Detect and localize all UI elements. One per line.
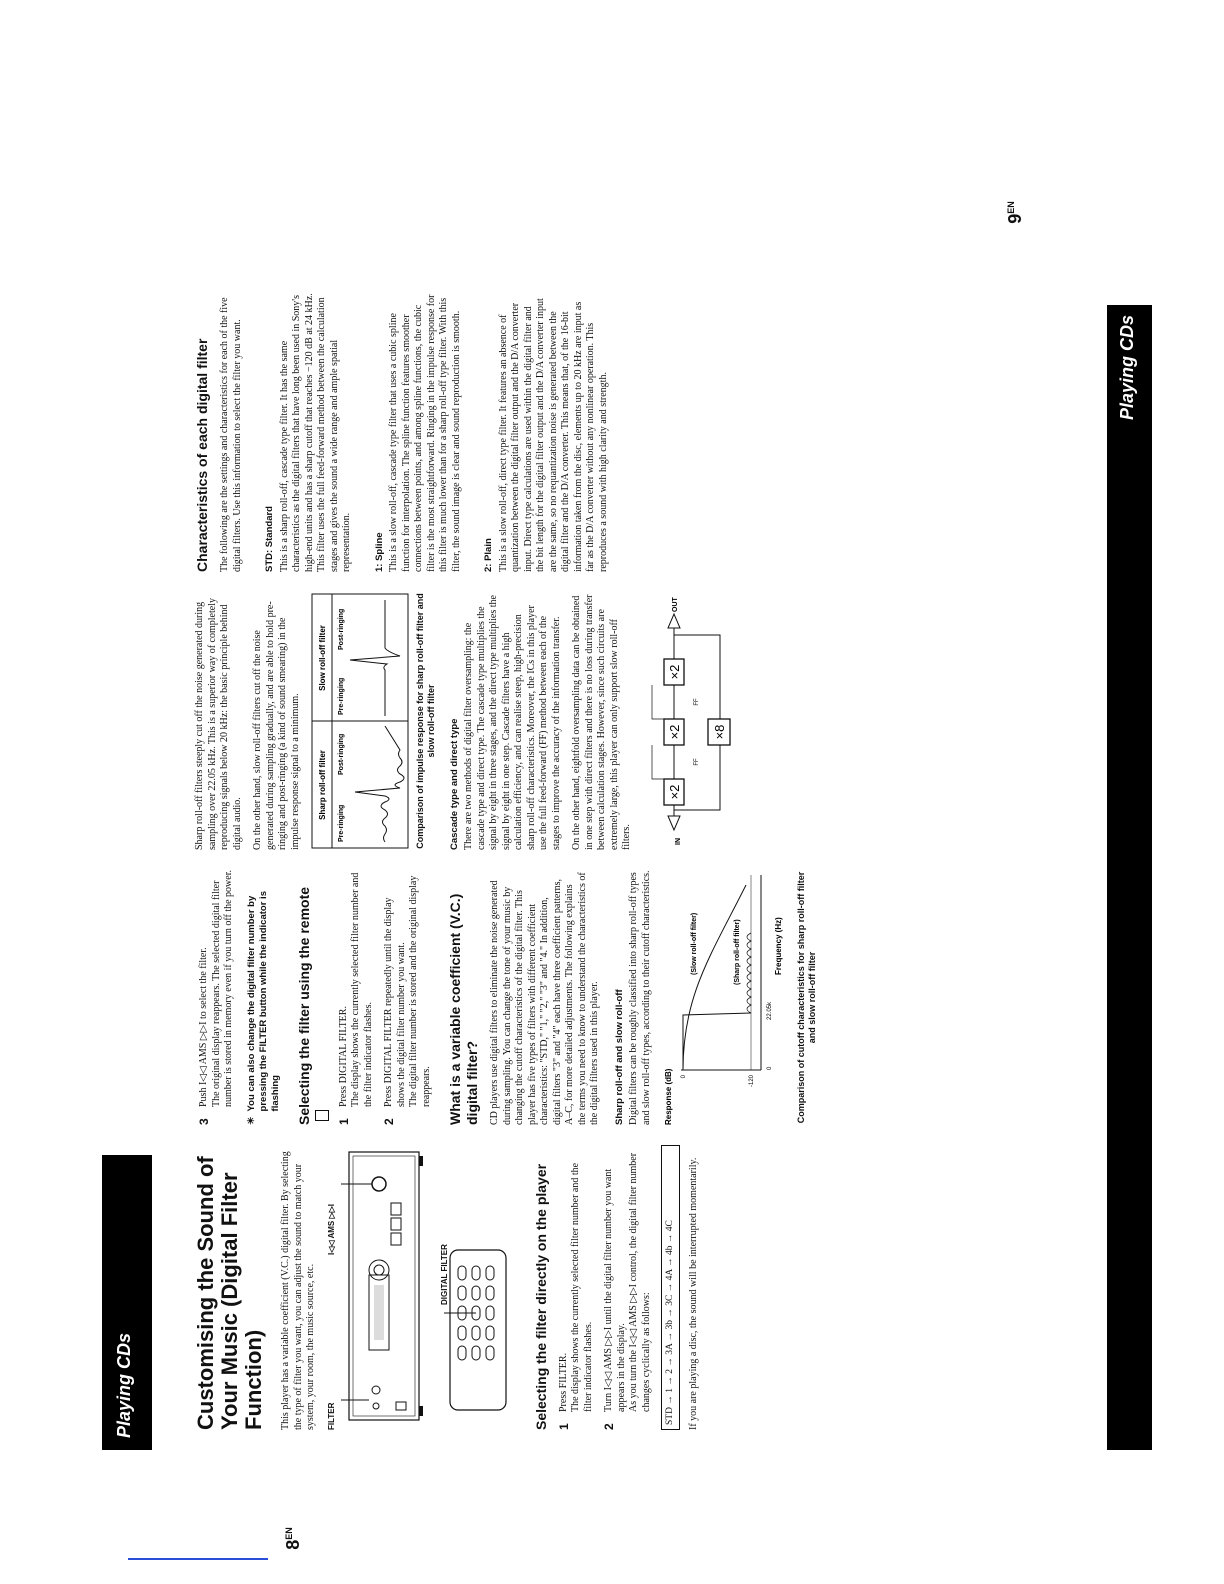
impulse-caption: Comparison of impulse response for sharp roll-off filter and slow roll-off filter bbox=[414, 593, 436, 849]
diagram-ff-b: FF bbox=[693, 698, 700, 706]
left-column bbox=[194, 1145, 708, 1430]
step-content bbox=[558, 1145, 596, 1412]
sharp-slow-subtitle: Sharp roll-off and slow roll-off bbox=[613, 989, 625, 1125]
player-step-1 bbox=[558, 1145, 596, 1430]
step-body: The display shows the currently selected filter number and the filter indicator flashes. bbox=[350, 872, 374, 1107]
diagram-x2-b: ×2 bbox=[666, 724, 682, 740]
diagram-x2-c: ×2 bbox=[666, 664, 682, 680]
right-column bbox=[194, 592, 741, 850]
direct-paragraph: On the other hand, eightfold oversampling data can be obtained in one step with direct filters and there is no loss during transfer between calculation stages. However, since such circuits are extremely large, this player can only support slow roll-off filters. bbox=[571, 594, 632, 850]
tip-box bbox=[246, 870, 282, 1125]
characteristics-intro: The following are the settings and characteristics for each of the five digital filters. Use this information to select the filter you want. bbox=[219, 297, 243, 572]
slow-pre-label: Pre-ringing bbox=[338, 677, 345, 715]
characteristics-title: Characteristics of each digital filter bbox=[194, 338, 210, 572]
diagram-x8: ×8 bbox=[711, 724, 727, 740]
graph-y120: -120 bbox=[749, 1075, 755, 1088]
slow-description: On the other hand, slow roll-off filters cut off the noise generated during sampling gradually, and are able to hold pre-ringing and post-ringing (a kind of sound smearing) in the impulse response signal to a minimum. bbox=[252, 601, 301, 850]
spline-paragraph: This is a slow roll-off, cascade type filter that uses a cubic spline function for interpolation. The spline function features smoother connections between points, and among spline functions, the cubic filter is the most straightforward. Ringing in the impulse response for this filter is much lower than for a sharp roll-off type filter. With this filter, the sound image is clear and sound reproduction is smooth. bbox=[388, 294, 462, 572]
impulse-slow-title: Slow roll-off filter bbox=[318, 625, 327, 691]
far-right-column bbox=[194, 292, 618, 572]
step-number: 3 bbox=[197, 1118, 211, 1125]
step-number: 1 bbox=[336, 1118, 351, 1125]
cascade-direct-subtitle: Cascade type and direct type bbox=[448, 718, 460, 850]
step-content bbox=[603, 1145, 653, 1412]
page-title: Customising the Sound of Your Music (Digital Filter Function) bbox=[193, 1156, 266, 1430]
step-title: Press DIGITAL FILTER. bbox=[337, 1006, 349, 1107]
cutoff-graph-caption: Comparison of cutoff characteristics for sharp roll-off filter and slow roll-off filter bbox=[795, 871, 817, 1124]
section-title-remote-text: Selecting the filter using the remote bbox=[295, 886, 312, 1125]
rotated-spread bbox=[102, 220, 1152, 1450]
remote-step-2 bbox=[383, 870, 433, 1125]
graph-x-label: Frequency (Hz) bbox=[774, 917, 783, 975]
step-body: The digital filter number is stored and the original display reappears. bbox=[408, 875, 432, 1107]
step-content bbox=[198, 870, 236, 1107]
page-number-right: $9^{EN}$ bbox=[1004, 201, 1025, 224]
section-title-remote bbox=[296, 870, 330, 1125]
vc-paragraph: CD players use digital filters to eliminate the noise generated during sampling. You can change the tone of your music by changing the cutoff characteristics of the digital filter. This player has five types of filters with different coefficient characteristics: "STD," "1," "2," "3" and "4." In addition, digital filters "3" and "4" each have three coefficient patterns, A–C, for more detailed adjustments. The following explains the terms you need to know to understand the characteristics of the digital filters used in this player. bbox=[489, 872, 600, 1125]
header-bar-right bbox=[1107, 305, 1152, 1450]
intro-paragraph: This player has a variable coefficient (V.C.) digital filter. By selecting the type of filter you want, you can adjust the sound to match your system, your room, the music source, etc. bbox=[280, 1151, 316, 1430]
step-content bbox=[383, 870, 433, 1107]
player-figure bbox=[326, 1145, 431, 1430]
step-content bbox=[338, 870, 376, 1107]
spline-subtitle: 1: Spline bbox=[373, 532, 385, 572]
digital-filter-callout: DIGITAL FILTER bbox=[439, 1244, 449, 1305]
header-title-left: Playing CDs bbox=[114, 1332, 134, 1438]
tip-text: You can also change the digital filter number by pressing the FILTER button while the indicator is flashing bbox=[245, 891, 281, 1112]
player-step-2 bbox=[603, 1145, 653, 1430]
bottom-link-rule bbox=[128, 1558, 268, 1560]
player-step-3 bbox=[198, 870, 236, 1125]
page-number-left: $8^{EN}$ bbox=[282, 1527, 303, 1550]
sharp-post-label: Post-ringing bbox=[338, 733, 345, 775]
diagram-in-label: IN bbox=[674, 838, 682, 845]
header-title-right: Playing CDs bbox=[1117, 314, 1137, 420]
cascade-direct-diagram bbox=[642, 592, 737, 850]
plain-subtitle: 2: Plain bbox=[483, 538, 494, 572]
impulse-sharp-title: Sharp roll-off filter bbox=[318, 750, 327, 820]
ams-callout: I◁◁ AMS ▷▷I bbox=[326, 1204, 336, 1255]
remote-figure bbox=[439, 1145, 519, 1430]
step-body: As you turn the I◁◁ AMS ▷▷I control, the digital filter number changes cyclically as follows: bbox=[628, 1152, 652, 1412]
vc-section-title: What is a variable coefficient (V.C.) digital filter? bbox=[447, 893, 480, 1125]
cascade-paragraph: There are two methods of digital filter oversampling: the cascade type and direct type. The cascade type multiplies the signal by eight in three stages, and the direct type multiplies the signal by eight in one step. Cascade filters have a high calculation efficiency, and can realise steep, high-precision sharp roll-off characteristics. Moreover, the ICs in this player use the full feed-forward (FF) method between each of the stages to improve the accuracy of the information transfer. bbox=[463, 595, 562, 850]
slow-post-label: Post-ringing bbox=[338, 608, 345, 650]
std-subtitle: STD: Standard bbox=[264, 506, 275, 572]
diagram-out-label: OUT bbox=[671, 597, 679, 612]
step-number: 2 bbox=[382, 1118, 396, 1125]
step-body: The display shows the currently selected filter number and the filter indicator flashes. bbox=[570, 1162, 594, 1412]
graph-sharp-label: (Sharp roll-off filter) bbox=[734, 919, 741, 985]
step-body: The original display reappears. The selected digital filter number is stored in memory even if you turn off the power. bbox=[210, 870, 234, 1107]
graph-y0: 0 bbox=[681, 1075, 687, 1079]
filter-cycle-box: STD → 1 → 2 → 3A → 3b → 3C → 4A → 4b → 4C bbox=[661, 1145, 680, 1430]
section-title-player: Selecting the filter directly on the player bbox=[532, 1163, 549, 1430]
filter-callout: FILTER bbox=[326, 1402, 336, 1430]
step-title: Press DIGITAL FILTER repeatedly until the display shows the digital filter number you want. bbox=[383, 897, 407, 1107]
cutoff-graph bbox=[661, 870, 791, 1125]
graph-slow-label: (Slow roll-off filter) bbox=[691, 912, 698, 975]
step-title: Press FILTER. bbox=[557, 1352, 569, 1412]
remote-illustration bbox=[444, 1220, 514, 1430]
lightbulb-icon: ☀ bbox=[245, 1116, 257, 1125]
remote-icon bbox=[315, 1110, 329, 1121]
diagram-x2-a: ×2 bbox=[666, 784, 682, 800]
std-paragraph: This is a sharp roll-off, cascade type filter. It has the same characteristics as the digital filters that have long been used in Sony's high-end units and has a sharp cutoff that reaches −120 dB at 24 kHz. This filter uses the full feed-forward method between the calculation stages and gives the sound a wide range and ample spatial representation. bbox=[278, 293, 352, 572]
graph-x1: 22.05k bbox=[767, 1001, 773, 1020]
step-number: 2 bbox=[602, 1423, 616, 1430]
plain-paragraph: This is a slow roll-off, direct type filter. It features an absence of quantization between the digital filter output and the D/A converter input. Direct type calculations are used within the digital filter and the bit length for the digital filter output and the D/A converter input are the same, so no requantization noise is generated between the digital filter and the D/A converter. This means that, of the 16-bit information taken from the disc, elements up to 20 kHz are input as far as the D/A converter without any nonlinear operation. This reproduces a sound with high clarity and strength. bbox=[497, 298, 609, 572]
sharp-slow-paragraph: Digital filters can be roughly classified into sharp roll-off types and slow roll-off types, according to their cutoff characteristics. bbox=[628, 870, 652, 1125]
graph-y-label: Response (dB) bbox=[664, 1068, 673, 1125]
sharp-description: Sharp roll-off filters steeply cut off the noise generated during sampling over 22.05 kHz. This is a superior way of completely reproducing signals below 20 kHz: the basic principle behind digital audio. bbox=[194, 598, 243, 850]
step-title: Push I◁◁ AMS ▷▷I to select the filter. bbox=[198, 947, 209, 1107]
middle-column bbox=[194, 870, 818, 1125]
step-title: Turn I◁◁ AMS ▷▷I until the digital filter number you want appears in the display. bbox=[603, 1168, 627, 1412]
sharp-pre-label: Pre-ringing bbox=[338, 804, 345, 842]
diagram-ff-a: FF bbox=[693, 758, 700, 766]
graph-x0: 0 bbox=[767, 1066, 773, 1070]
impulse-response-figure bbox=[310, 592, 410, 850]
remote-step-1 bbox=[338, 870, 376, 1125]
header-bar-left bbox=[102, 1155, 152, 1450]
cd-player-illustration bbox=[341, 1145, 431, 1430]
interruption-note: If you are playing a disc, the sound will be interrupted momentarily. bbox=[687, 1157, 699, 1430]
step-number: 1 bbox=[556, 1423, 571, 1430]
